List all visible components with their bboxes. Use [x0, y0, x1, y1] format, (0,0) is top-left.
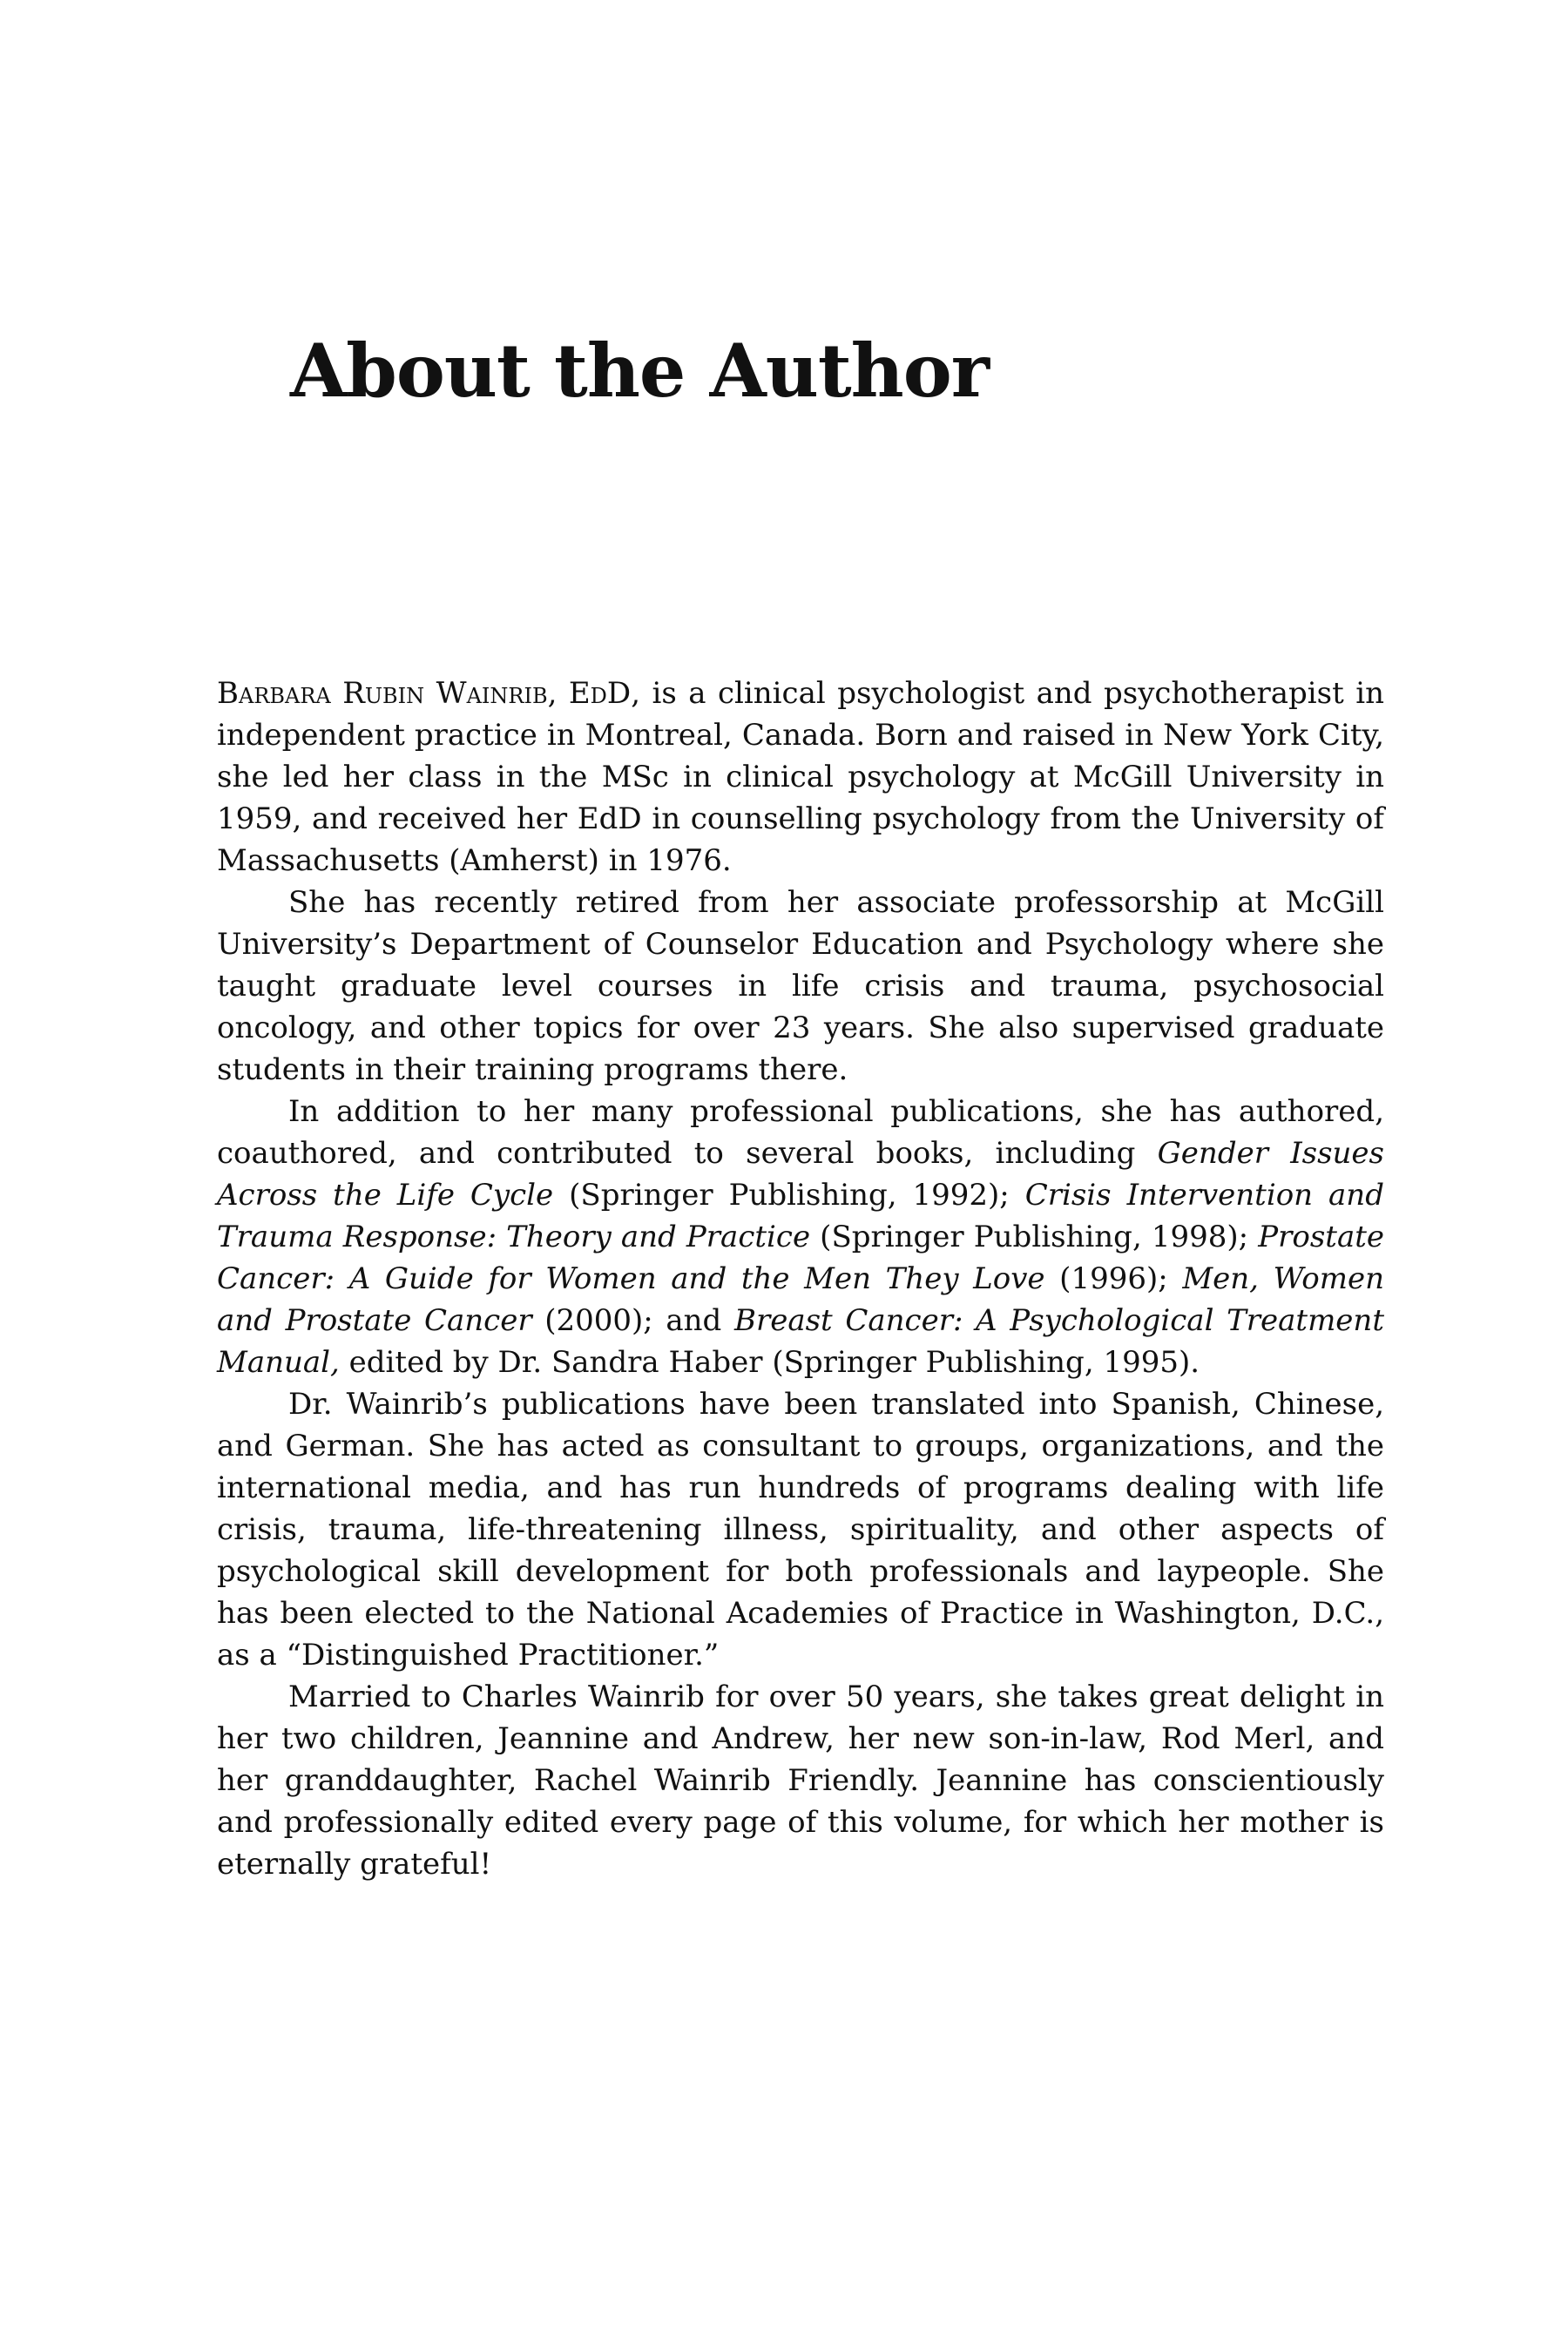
bio-paragraph-3-text: (2000); and — [531, 1303, 734, 1338]
bio-paragraph-5: Married to Charles Wainrib for over 50 years, she takes great delight in her two children, Jeannine and Andrew, her new son-in-law, Rod Merl, and her granddaughter, Rachel Wainrib Friendly. Jeannine has conscientiously and professionally edited every page of this volume, for which her mother is eternally grateful! — [217, 1680, 1384, 1882]
bio-paragraph-4: Dr. Wainrib’s publications have been translated into Spanish, Chinese, and German. She has acted as consultant to groups, organizations, and the international media, and has run hundreds of programs dealing with life crisis, trauma, life-threatening illness, spirituality, and other aspects of psychological skill development for both professionals and laypeople. She has been elected to the National Academies of Practice in Washington, D.C., as a “Distinguished Practitioner.” — [217, 1387, 1384, 1673]
author-bio — [217, 672, 1384, 1885]
bio-paragraph-2: She has recently retired from her associate professorship at McGill University’s Department of Counselor Education and Psychology where she taught graduate level courses in life crisis and trauma, psychosocial oncology, and other topics for over 23 years. She also supervised graduate students in their training programs there. — [217, 885, 1384, 1087]
page-title: About the Author — [290, 328, 990, 414]
book-title: Prostate Cancer: A Guide for Women and the Men They Love — [217, 1220, 1384, 1296]
book-title: Crisis Intervention and Trauma Response: Theory and Practice — [217, 1178, 1384, 1254]
bio-paragraph-3-text: edited by Dr. Sandra Haber (Springer Publishing, 1995). — [339, 1345, 1200, 1380]
bio-paragraph-1: Barbara Rubin Wainrib, EdD, is a clinical psychologist and psychotherapist in independent practice in Montreal, Canada. Born and raised in New York City, she led her class in the MSc in clinical psychology at McGill University in 1959, and received her EdD in counselling psychology from the University of Massachusetts (Amherst) in 1976. — [217, 676, 1384, 878]
author-name: Barbara Rubin Wainrib — [217, 676, 548, 711]
author-degree: EdD — [568, 676, 632, 711]
bio-paragraph-3-text: (1996); — [1044, 1261, 1183, 1296]
book-title: Gender Issues Across the Life Cycle — [217, 1136, 1385, 1213]
bio-paragraph-3-text: (Springer Publishing, 1998); — [810, 1220, 1259, 1254]
bio-paragraph-1-text: , is a clinical psychologist and psychotherapist in independent practice in Montreal, Canada. Born and raised in New York City, she led her class in the MSc in clinical psychology at McGill University in 1959, and received her EdD in counselling psychology from the University of Massachusetts (Amherst) in 1976. — [217, 676, 1384, 878]
bio-paragraph-3-text: In addition to her many professional publications, she has authored, coauthored, and contributed to several books, including — [217, 1094, 1384, 1171]
book-title: Breast Cancer: A Psychological Treatment Manual, — [217, 1303, 1384, 1380]
bio-paragraph-3-text: (Springer Publishing, 1992); — [553, 1178, 1025, 1213]
bio-paragraph-3 — [217, 1091, 1384, 1383]
book-title: Men, Women and Prostate Cancer — [217, 1261, 1384, 1338]
